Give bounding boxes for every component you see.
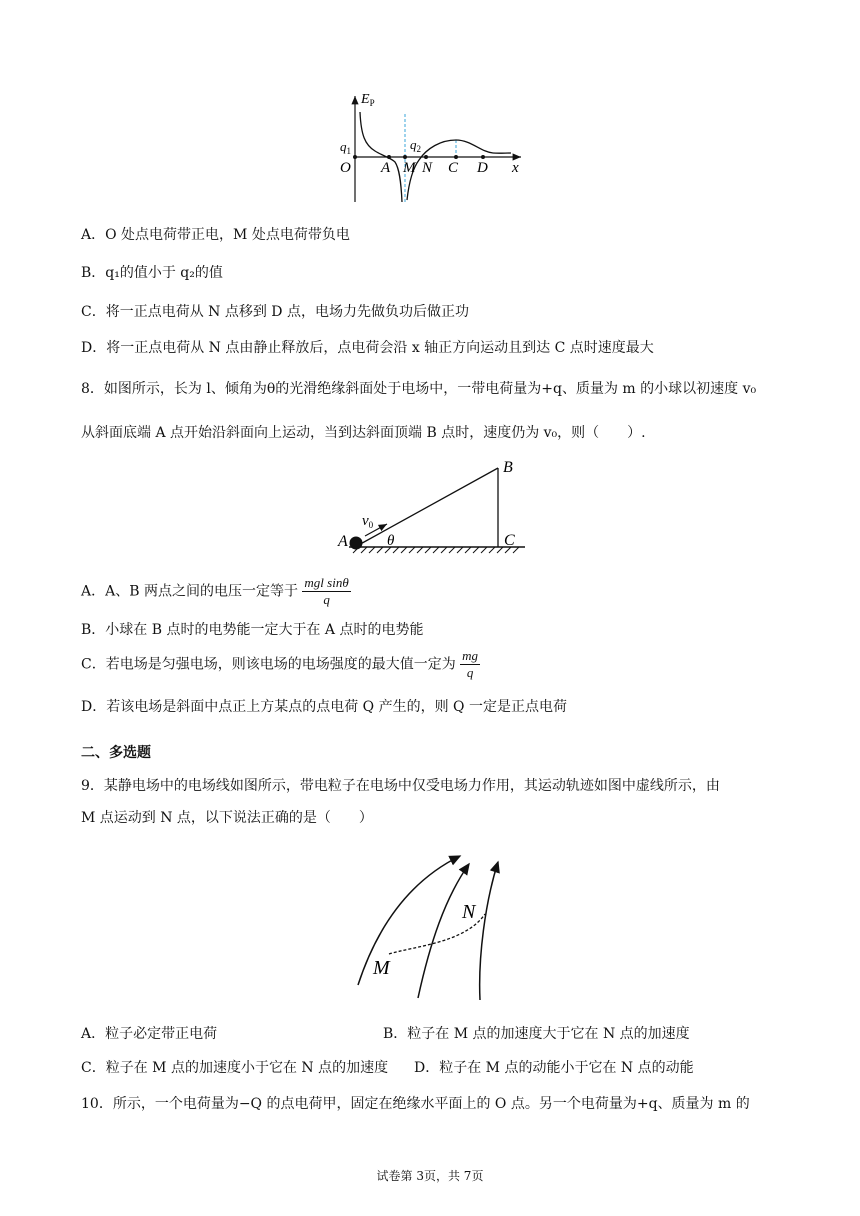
label-theta: θ (387, 533, 395, 549)
label-ep: $E_P$ (361, 92, 375, 108)
field-line-middle (418, 864, 469, 998)
label-n-point: N (462, 901, 476, 923)
q8-option-a-fraction (302, 575, 350, 608)
q8-option-a (81, 575, 351, 608)
q9-option-a: A．粒子必定带正电荷 (81, 1026, 218, 1042)
q8-option-a-text: A．A、B 两点之间的电压一定等于 (81, 583, 298, 600)
label-v0: $v_0$ (362, 513, 374, 530)
field-lines-figure (345, 848, 515, 1008)
label-x: x (512, 160, 519, 176)
q7-option-d: D．将一正点电荷从 N 点由静止释放后，点电荷会沿 x 轴正方向运动且到达 C 点时速度最大 (81, 340, 654, 356)
q9-stem-line1: 9．某静电场中的电场线如图所示，带电粒子在电场中仅受电场力作用，其运动轨迹如图中虚线所示，由 (81, 778, 720, 794)
page-footer: 试卷第 3页，共 7页 (376, 1169, 484, 1183)
q7-option-a: A．O 处点电荷带正电，M 处点电荷带负电 (81, 227, 350, 243)
q7-option-b: B．q₁的值小于 q₂的值 (81, 265, 223, 281)
incline-surface (355, 468, 498, 547)
label-b-point: B (503, 459, 513, 476)
q8-option-d: D．若该电场是斜面中点正上方某点的点电荷 Q 产生的，则 Q 一定是正点电荷 (81, 699, 567, 715)
q8-option-c (81, 648, 480, 681)
label-q2: $q_2$ (410, 137, 421, 154)
fraction-denominator: q (466, 665, 474, 680)
q7-option-c: C．将一正点电荷从 N 点移到 D 点，电场力先做负功后做正功 (81, 304, 469, 320)
label-c-point: C (504, 532, 515, 549)
label-m-point: M (373, 957, 390, 979)
q9-stem-line2: M 点运动到 N 点，以下说法正确的是（ ） (81, 810, 373, 826)
label-a: A (381, 160, 391, 176)
fraction-numerator: mg (462, 648, 479, 663)
label-c: C (448, 160, 459, 176)
fraction-numerator: mgl sinθ (304, 575, 349, 590)
incline-figure (335, 455, 535, 565)
label-q1: $q_1$ (340, 139, 351, 156)
ground-hatching (353, 547, 519, 553)
fraction-denominator: q (323, 592, 330, 607)
q9-option-c: C．粒子在 M 点的加速度小于它在 N 点的加速度 (81, 1060, 389, 1076)
q9-option-b: B．粒子在 M 点的加速度大于它在 N 点的加速度 (383, 1026, 690, 1042)
section-heading-multiple-choice: 二、多选题 (81, 745, 151, 761)
ball (350, 537, 363, 550)
q8-option-c-text: C．若电场是匀强电场，则该电场的电场强度的最大值一定为 (81, 656, 456, 673)
q8-stem-line1: 8．如图所示，长为 l、倾角为θ的光滑绝缘斜面处于电场中，一带电荷量为+q、质量为 m 的小球以初速度 v₀ (81, 381, 757, 397)
ep-graph-figure (335, 90, 535, 208)
q8-option-b: B．小球在 B 点时的电势能一定大于在 A 点时的电势能 (81, 622, 424, 638)
field-line-right (480, 862, 498, 1000)
label-d: D (477, 160, 488, 176)
q10-stem-line1: 10．所示，一个电荷量为−Q 的点电荷甲，固定在绝缘水平面上的 O 点。另一个电荷量为+q、质量为 m 的 (81, 1096, 750, 1112)
label-origin: O (340, 160, 351, 176)
q8-stem-line2: 从斜面底端 A 点开始沿斜面向上运动，当到达斜面顶端 B 点时，速度仍为 v₀，则（ ）. (81, 425, 646, 441)
q8-option-c-fraction (460, 648, 480, 681)
label-m: M (403, 160, 416, 176)
label-n: N (422, 160, 433, 176)
q9-option-d: D．粒子在 M 点的动能小于它在 N 点的动能 (414, 1060, 694, 1076)
label-a-point: A (338, 533, 348, 550)
